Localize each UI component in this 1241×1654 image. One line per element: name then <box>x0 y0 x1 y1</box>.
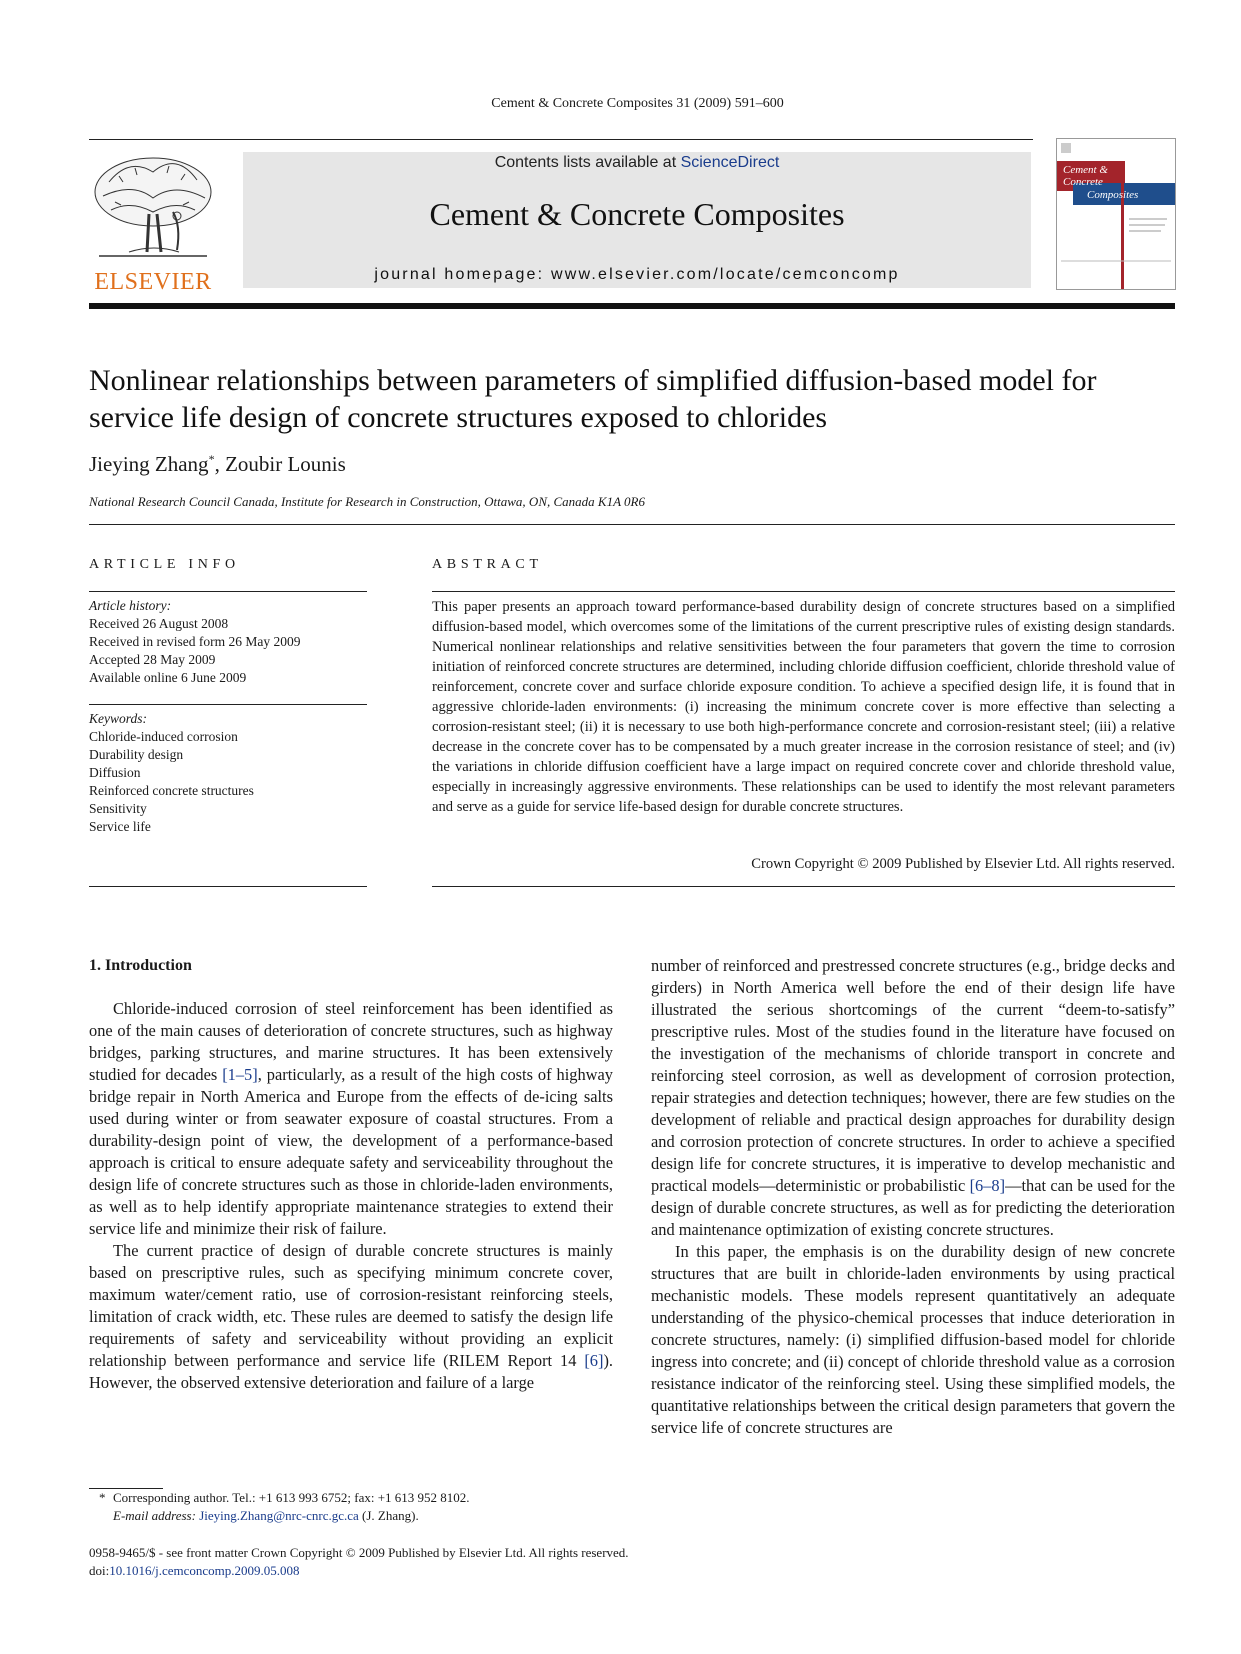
doi-line <box>89 1562 629 1580</box>
journal-citation: Cement & Concrete Composites 31 (2009) 591–600 <box>491 96 784 111</box>
article-info-rule <box>89 704 367 705</box>
keywords-label: Keywords: <box>89 711 147 726</box>
journal-title: Cement & Concrete Composites <box>429 196 845 232</box>
elsevier-tree-icon <box>89 152 217 267</box>
footnote-email-line <box>113 1507 609 1525</box>
cover-title-line1: Cement & <box>1063 164 1108 176</box>
doi-link[interactable]: 10.1016/j.cemconcomp.2009.05.008 <box>109 1563 300 1578</box>
paragraph <box>651 955 1175 1241</box>
citation-link[interactable]: [6] <box>584 1351 604 1370</box>
citation-link[interactable]: [1–5] <box>222 1065 258 1084</box>
history-item: Accepted 28 May 2009 <box>89 652 216 667</box>
contents-line <box>243 152 1031 174</box>
journal-homepage[interactable]: journal homepage: www.elsevier.com/locate/cemconcomp <box>374 266 900 283</box>
paragraph-text: , particularly, as a result of the high costs of highway bridge repair in North America and Europe from the effects of de-icing salts used during winter or from seawater exposure of coastal structures. From a durability-design point of view, the development of a performance-based approach is critical to ensure adequate safety and serviceability throughout the design life of concrete structures such as those in chloride-laden environments, as well as to help identify appropriate maintenance strategies to extend their service life and minimize their risk of failure. <box>89 1065 613 1238</box>
footnote <box>89 1489 609 1525</box>
paragraph-text: —that can be used for the design of durable concrete structures, as well as for predicting the deterioration and maintenance optimization of existing concrete structures. <box>651 1176 1175 1239</box>
issn-line: 0958-9465/$ - see front matter Crown Copyright © 2009 Published by Elsevier Ltd. All rights reserved. <box>89 1545 629 1560</box>
footnote-mark: * <box>99 1490 106 1505</box>
contents-prefix: Contents lists available at <box>494 154 681 171</box>
keyword-item: Diffusion <box>89 765 141 780</box>
corresponding-author-mark[interactable]: * <box>208 452 215 466</box>
paragraph <box>89 998 613 1240</box>
author-name: Jieying Zhang <box>89 452 209 476</box>
title-rule <box>89 524 1175 525</box>
history-label: Article history: <box>89 598 172 613</box>
paragraph-text: number of reinforced and prestressed concrete structures (e.g., bridge decks and girders) in North America well before the end of their design life have illustrated the serious shortcomings of the current “deem-to-satisfy” prescriptive rules. Most of the studies found in the literature have focused on the investigation of the mechanisms of chloride transport in concrete and reinforcing steel corrosion, as well as development of corrosion protection, repair strategies and detection techniques; however, there are few studies on the development of reliable and practical design approaches for durability design and corrosion protection of concrete structures. In order to achieve a specified design life for concrete structures, it is imperative to develop mechanistic and practical models—deterministic or probabilistic <box>651 956 1175 1195</box>
sciencedirect-link[interactable]: ScienceDirect <box>680 154 780 171</box>
paragraph <box>89 1240 613 1394</box>
history-item: Available online 6 June 2009 <box>89 670 247 685</box>
abstract-rule <box>432 591 1175 592</box>
author-separator: , <box>214 452 226 476</box>
cover-title-line3: Composites <box>1087 189 1139 201</box>
footnote-text: Corresponding author. Tel.: +1 613 993 6752; fax: +1 613 952 8102. <box>113 1490 470 1505</box>
abstract-heading: ABSTRACT <box>432 557 543 572</box>
affiliation: National Research Council Canada, Institute for Research in Construction, Ottawa, ON, Canada K1A 0R6 <box>89 494 645 509</box>
history-item: Received 26 August 2008 <box>89 616 229 631</box>
author-list <box>89 452 346 477</box>
article-title: Nonlinear relationships between parameters of simplified diffusion-based model for service life design of concrete structures exposed to chlorides <box>89 364 1097 434</box>
keyword-item: Reinforced concrete structures <box>89 783 254 798</box>
keyword-item: Chloride-induced corrosion <box>89 729 238 744</box>
keyword-item: Sensitivity <box>89 801 147 816</box>
article-info-rule <box>89 886 367 887</box>
paragraph-text: The current practice of design of durable concrete structures is mainly based on prescriptive rules, such as specifying minimum concrete cover, maximum water/cement ratio, use of corrosion-resistant reinforcing steels, limitation of crack width, etc. These rules are deemed to satisfy the design life requirements of safety and serviceability without providing an explicit relationship between performance and service life (RILEM Report 14 <box>89 1241 613 1370</box>
journal-cover-art <box>1057 139 1175 289</box>
elsevier-logo <box>89 152 217 295</box>
email-suffix: (J. Zhang). <box>358 1508 419 1523</box>
paragraph: In this paper, the emphasis is on the durability design of new concrete structures that are built in chloride-laden environments by using practical mechanistic models. These models represent quantitatively an adequate understanding of the physico-chemical processes that induce deterioration in concrete structures, namely: (i) simplified diffusion-based model for chloride ingress into concrete; and (ii) concept of chloride threshold value as a corrosion resistance indicator of the reinforcing steel. Using these simplified models, the quantitative relationships between the critical design parameters that govern the service life of concrete structures are <box>651 1242 1175 1437</box>
journal-cover-thumbnail <box>1056 138 1176 290</box>
email-label: E-mail address: <box>113 1508 200 1523</box>
cover-title-line2: Concrete <box>1063 176 1103 188</box>
keyword-item: Durability design <box>89 747 184 762</box>
history-item: Received in revised form 26 May 2009 <box>89 634 301 649</box>
elsevier-wordmark: ELSEVIER <box>94 269 212 295</box>
abstract-text: This paper presents an approach toward performance-based durability design of concrete structures based on a simplified diffusion-based model, which overcomes some of the limitations of the current prescriptive rules of existing design standards. Numerical nonlinear relationships and relative sensitivities between the four parameters that govern the time to corrosion initiation of reinforced concrete structures are determined, including chloride diffusion coefficient, chloride threshold value of reinforcement, concrete cover and surface chloride exposure condition. To achieve a specified design life, it is found that in aggressive chloride-laden environments: (i) increasing the minimum concrete cover is more effective than selecting a corrosion-resistant steel; (ii) it is necessary to use both high-performance concrete and corrosion-resistant steel; (iii) a relative decrease in the concrete cover has to be compensated by a much greater increase in the corrosion resistance of steel; and (iv) the variations in chloride diffusion coefficient have a large impact on required concrete cover and chloride threshold value, especially in increasingly aggressive environments. These relationships can be used to identify the most relevant parameters and serve as a guide for service life-based design for durable concrete structures. <box>432 599 1175 815</box>
header-rule-bottom <box>89 303 1175 309</box>
email-link[interactable]: Jieying.Zhang@nrc-cnrc.gc.ca <box>199 1508 359 1523</box>
body-column-left <box>89 998 613 1394</box>
article-info-heading: ARTICLE INFO <box>89 557 240 572</box>
body-column-right <box>651 955 1175 1439</box>
paragraph-text: Chloride-induced corrosion of steel reinforcement has been identified as one of the main causes of deterioration of concrete structures, such as highway bridges, parking structures, and marine structures. It has been extensively studied for decades <box>89 999 613 1084</box>
abstract-copyright: Crown Copyright © 2009 Published by Elsevier Ltd. All rights reserved. <box>751 856 1175 872</box>
paragraph-text: ). However, the observed extensive deterioration and failure of a large <box>89 1351 613 1392</box>
article-history <box>89 597 367 687</box>
author-name: Zoubir Lounis <box>225 452 346 476</box>
keyword-item: Service life <box>89 819 151 834</box>
doi-prefix: doi: <box>89 1563 110 1578</box>
journal-banner <box>243 152 1031 288</box>
article-info-rule <box>89 591 367 592</box>
section-heading: 1. Introduction <box>89 957 192 974</box>
header-rule-top <box>89 139 1033 140</box>
abstract-rule <box>432 886 1175 887</box>
citation-link[interactable]: [6–8] <box>969 1176 1006 1195</box>
keywords <box>89 710 367 836</box>
front-matter <box>89 1544 629 1580</box>
